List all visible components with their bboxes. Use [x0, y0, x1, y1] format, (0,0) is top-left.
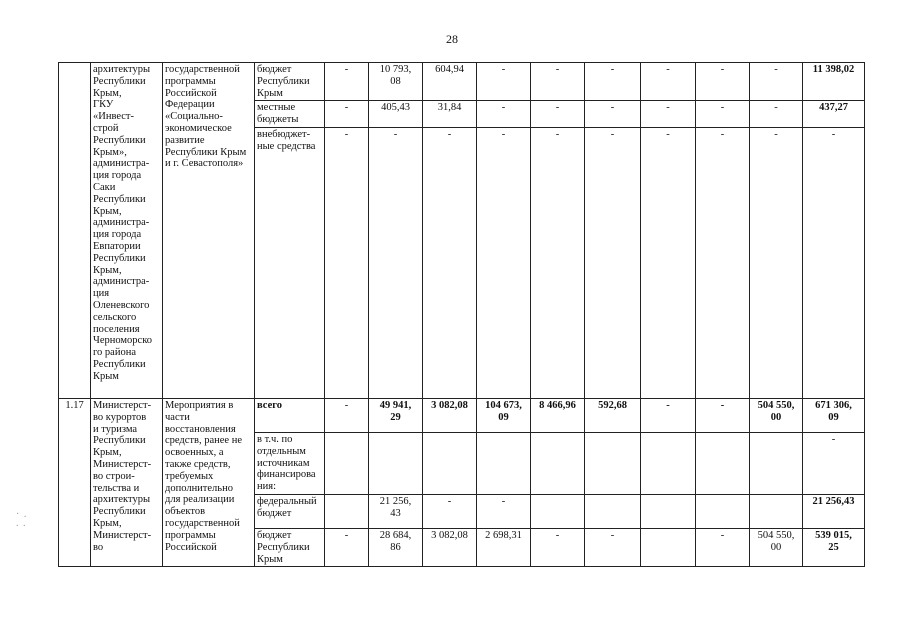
value-cell: - [531, 101, 585, 128]
value-cell: - [585, 63, 641, 101]
value-cell: - [477, 63, 531, 101]
value-cell: - [325, 63, 369, 101]
total-cell: 671 306, 09 [803, 398, 865, 432]
total-cell: 539 015, 25 [803, 528, 865, 566]
value-cell [750, 494, 803, 528]
program-cell: Мероприятия в части восстановления средств, ранее не освоенных, а также средств, требуемых дополнительно для реализации объектов государственной программы Российской [163, 398, 255, 566]
funding-source-cell: федеральный бюджет [255, 494, 325, 528]
value-cell: 28 684, 86 [369, 528, 423, 566]
value-cell: - [696, 398, 750, 432]
value-cell: - [477, 101, 531, 128]
value-cell: 3 082,08 [423, 398, 477, 432]
funding-source-cell: внебюджет- ные средства [255, 127, 325, 398]
executor-cell: Министерст- во курортов и туризма Республики Крым, Министерст- во строи- тельства и архитектуры Республики Крым, Министерст- во [91, 398, 163, 566]
total-cell: 437,27 [803, 101, 865, 128]
value-cell: - [423, 494, 477, 528]
program-cell: государственной программы Российской Федерации «Социально- экономическое развитие Республики Крым и г. Севастополя» [163, 63, 255, 399]
value-cell: 2 698,31 [477, 528, 531, 566]
value-cell: 3 082,08 [423, 528, 477, 566]
value-cell: 604,94 [423, 63, 477, 101]
value-cell [423, 432, 477, 494]
value-cell: - [585, 101, 641, 128]
funding-source-cell: бюджет Республики Крым [255, 63, 325, 101]
value-cell: - [585, 127, 641, 398]
table-row [59, 63, 865, 101]
value-cell [369, 432, 423, 494]
page-number: 28 [446, 32, 458, 46]
value-cell [585, 432, 641, 494]
value-cell [325, 494, 369, 528]
value-cell: 31,84 [423, 101, 477, 128]
value-cell: - [585, 528, 641, 566]
value-cell [641, 432, 696, 494]
value-cell: - [696, 528, 750, 566]
value-cell [750, 432, 803, 494]
value-cell: - [325, 398, 369, 432]
value-cell: - [477, 494, 531, 528]
value-cell: - [750, 101, 803, 128]
total-cell: 11 398,02 [803, 63, 865, 101]
funding-source-cell: бюджет Республики Крым [255, 528, 325, 566]
value-cell: - [750, 127, 803, 398]
value-cell [585, 494, 641, 528]
value-cell: - [325, 528, 369, 566]
value-cell: 592,68 [585, 398, 641, 432]
value-cell: - [641, 63, 696, 101]
value-cell: - [750, 63, 803, 101]
value-cell [477, 432, 531, 494]
total-cell: - [803, 432, 865, 494]
value-cell [531, 494, 585, 528]
value-cell: 504 550, 00 [750, 398, 803, 432]
value-cell [531, 432, 585, 494]
value-cell: - [325, 101, 369, 128]
funding-source-cell: местные бюджеты [255, 101, 325, 128]
value-cell: - [641, 101, 696, 128]
value-cell: 104 673, 09 [477, 398, 531, 432]
funding-source-cell: всего [255, 398, 325, 432]
value-cell: - [641, 398, 696, 432]
value-cell: 8 466,96 [531, 398, 585, 432]
value-cell [696, 494, 750, 528]
value-cell: - [696, 101, 750, 128]
value-cell [696, 432, 750, 494]
total-cell: 21 256,43 [803, 494, 865, 528]
funding-source-cell: в т.ч. по отдельным источникам финансирова ния: [255, 432, 325, 494]
value-cell: - [423, 127, 477, 398]
value-cell: 405,43 [369, 101, 423, 128]
value-cell [325, 432, 369, 494]
value-cell [641, 528, 696, 566]
value-cell: - [531, 528, 585, 566]
value-cell: - [641, 127, 696, 398]
value-cell: - [696, 127, 750, 398]
value-cell: 49 941, 29 [369, 398, 423, 432]
value-cell: - [531, 63, 585, 101]
value-cell: 21 256, 43 [369, 494, 423, 528]
value-cell: - [369, 127, 423, 398]
value-cell: 10 793, 08 [369, 63, 423, 101]
budget-table [58, 62, 865, 567]
margin-marks: · . . . [16, 509, 28, 529]
value-cell [641, 494, 696, 528]
value-cell: 504 550, 00 [750, 528, 803, 566]
row-number-cell: 1.17 [59, 398, 91, 566]
row-number-cell [59, 63, 91, 399]
table-row [59, 398, 865, 432]
value-cell: - [696, 63, 750, 101]
value-cell: - [325, 127, 369, 398]
executor-cell: архитектуры Республики Крым, ГКУ «Инвест- строй Республики Крым», администра- ция города Саки Республики Крым, администра- ция города Евпатории Республики Крым, администра- ция Оленевского сельского поселения Черноморско го района Республики Крым [91, 63, 163, 399]
total-cell: - [803, 127, 865, 398]
value-cell: - [531, 127, 585, 398]
value-cell: - [477, 127, 531, 398]
